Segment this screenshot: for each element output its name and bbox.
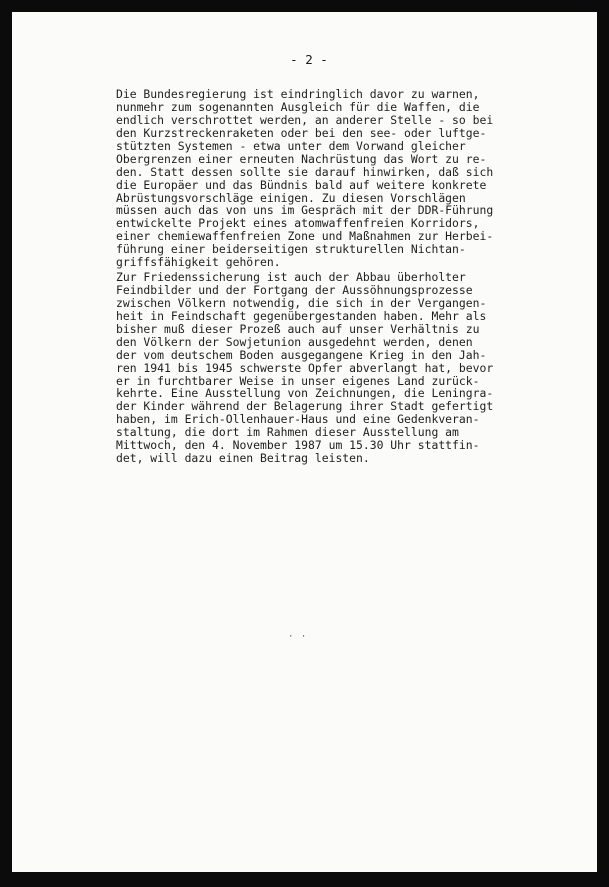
text-line: den Völkern der Sowjetunion ausgedehnt werden, denen	[116, 334, 473, 349]
page-number: - 2 -	[290, 52, 328, 67]
text-line: kehrte. Eine Ausstellung von Zeichnungen, die Leningra-	[116, 386, 494, 401]
text-line: der Kinder während der Belagerung ihrer Stadt gefertigt	[116, 399, 494, 414]
text-line: Mittwoch, den 4. November 1987 um 15.30 Uhr stattfin-	[116, 438, 480, 453]
text-line: endlich verschrottet werden, an anderer Stelle - so bei	[116, 112, 494, 127]
scan-speck: · ·	[288, 632, 308, 642]
text-line: det, will dazu einen Beitrag leisten.	[116, 451, 370, 466]
text-line: Die Bundesregierung ist eindringlich davor zu warnen,	[116, 87, 480, 101]
paragraph-2	[116, 271, 526, 465]
text-line: stützten Systemen - etwa unter dem Vorwand gleicher	[116, 138, 466, 153]
text-line: heit in Feindschaft gegenübergestanden haben. Mehr als	[116, 308, 487, 323]
text-line: bisher muß dieser Prozeß auch auf unser Verhältnis zu	[116, 321, 480, 336]
text-line: einer chemiewaffenfreien Zone und Maßnahmen zur Herbei-	[116, 229, 494, 244]
text-line: griffsfähigkeit gehören.	[116, 255, 281, 270]
text-line: den. Statt dessen sollte sie darauf hinwirken, daß sich	[116, 164, 494, 179]
text-line: führung einer beiderseitigen strukturellen Nichtan-	[116, 242, 466, 257]
text-line: zwischen Völkern notwendig, die sich in der Vergangen-	[116, 295, 487, 310]
paragraph-1	[116, 88, 526, 269]
text-line: Feindbilder und der Fortgang der Aussöhnungsprozesse	[116, 282, 473, 297]
text-line: er in furchtbarer Weise in unser eigenes Land zurück-	[116, 373, 480, 388]
text-line: ren 1941 bis 1945 schwerste Opfer abverlangt hat, bevor	[116, 360, 494, 375]
text-line: Abrüstungsvorschläge einigen. Zu diesen Vorschlägen	[116, 190, 466, 205]
text-line: nunmehr zum sogenannten Ausgleich für die Waffen, die	[116, 99, 480, 114]
text-line: müssen auch das von uns im Gespräch mit der DDR-Führung	[116, 203, 494, 218]
text-line: die Europäer und das Bündnis bald auf weitere konkrete	[116, 177, 487, 192]
text-line: den Kurzstreckenraketen oder bei den see- oder luftge-	[116, 125, 487, 140]
text-line: Obergrenzen einer erneuten Nachrüstung das Wort zu re-	[116, 151, 487, 166]
text-line: entwickelte Projekt eines atomwaffenfreien Korridors,	[116, 216, 480, 231]
text-line: staltung, die dort im Rahmen dieser Ausstellung am	[116, 425, 459, 440]
text-line: haben, im Erich-Ollenhauer-Haus und eine Gedenkveran-	[116, 412, 480, 427]
text-line: Zur Friedenssicherung ist auch der Abbau überholter	[116, 270, 466, 284]
text-line: der vom deutschem Boden ausgegangene Krieg in den Jah-	[116, 347, 487, 362]
